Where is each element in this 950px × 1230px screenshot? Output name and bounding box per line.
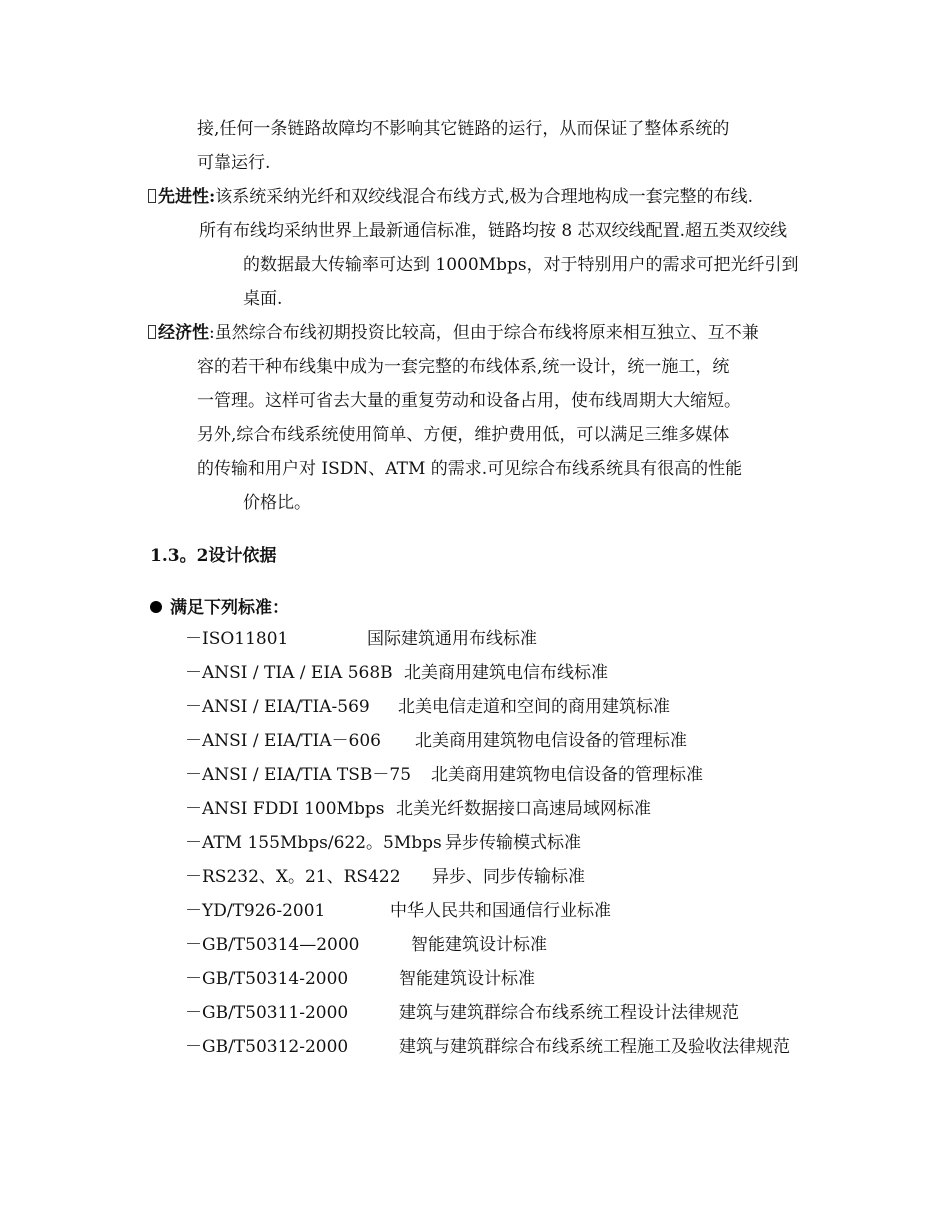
standard-code: －ANSI FDDI 100Mbps	[185, 799, 385, 819]
advanced-paragraph	[148, 186, 753, 208]
list-item	[185, 696, 670, 718]
paragraph-line: 的数据最大传输率可达到 1000Mbps，对于特别用户的需求可把光纤引到	[243, 255, 799, 275]
bullet-marker-icon	[148, 325, 156, 339]
paragraph-text: :虽然综合布线初期投资比较高，但由于综合布线将原来相互独立、互不兼	[209, 323, 759, 343]
standards-heading-text: 满足下列标准：	[170, 598, 289, 618]
economic-paragraph	[148, 322, 759, 344]
list-item	[185, 900, 611, 922]
list-item	[185, 1036, 790, 1058]
standard-code: －ATM 155Mbps/622。5Mbps	[185, 833, 442, 853]
standard-code: －GB/T50314-2000	[185, 969, 349, 989]
standard-code: －GB/T50311-2000	[185, 1003, 349, 1023]
list-item	[185, 730, 687, 752]
list-item	[185, 934, 547, 956]
standard-description: 北美光纤数据接口高速局域网标准	[396, 799, 651, 819]
list-item	[185, 832, 581, 854]
list-item	[185, 968, 535, 990]
bullet-dot-icon	[150, 601, 162, 613]
paragraph-line: 的传输和用户对 ISDN、ATM 的需求.可见综合布线系统具有很高的性能	[197, 459, 743, 479]
standard-code: －YD/T926-2001	[185, 901, 326, 921]
standard-description: 国际建筑通用布线标准	[367, 629, 537, 649]
economic-label: 经济性	[158, 323, 209, 343]
paragraph-line: 另外,综合布线系统使用简单、方便，维护费用低，可以满足三维多媒体	[197, 425, 730, 445]
paragraph-line: 接,任何一条链路故障均不影响其它链路的运行，从而保证了整体系统的	[197, 119, 730, 139]
paragraph-line: 容的若干种布线集中成为一套完整的布线体系,统一设计，统一施工，统	[197, 357, 730, 377]
paragraph-line: 一管理。这样可省去大量的重复劳动和设备占用，使布线周期大大缩短。	[197, 391, 741, 411]
standard-code: －GB/T50312-2000	[185, 1037, 349, 1057]
standard-code: －ANSI / EIA/TIA TSB－75	[185, 765, 412, 785]
standard-description: 北美商用建筑物电信设备的管理标准	[431, 765, 703, 785]
paragraph-line: 桌面.	[243, 289, 283, 309]
section-heading: 1.3。2设计依据	[150, 546, 277, 566]
paragraph-line: 价格比。	[243, 493, 311, 513]
list-item	[185, 764, 703, 786]
standard-description: 北美电信走道和空间的商用建筑标准	[398, 697, 670, 717]
list-item	[185, 628, 537, 650]
standard-description: 智能建筑设计标准	[411, 935, 547, 955]
standard-code: －ANSI / EIA/TIA－606	[185, 731, 381, 751]
standard-code: －GB/T50314—2000	[185, 935, 360, 955]
standard-description: 建筑与建筑群综合布线系统工程施工及验收法律规范	[399, 1037, 790, 1057]
standard-description: 建筑与建筑群综合布线系统工程设计法律规范	[399, 1003, 739, 1023]
standard-code: －ANSI / EIA/TIA-569	[185, 697, 370, 717]
standard-description: 北美商用建筑电信布线标准	[404, 663, 608, 683]
standard-description: 异步、同步传输标准	[432, 867, 585, 887]
standards-heading	[150, 597, 289, 619]
list-item	[185, 866, 585, 888]
paragraph-text: 该系统采纳光纤和双绞线混合布线方式,极为合理地构成一套完整的布线.	[215, 187, 754, 207]
advanced-label: 先进性:	[158, 187, 216, 207]
standard-description: 中华人民共和国通信行业标准	[390, 901, 611, 921]
paragraph-line: 所有布线均采纳世界上最新通信标准，链路均按 8 芯双绞线配置.超五类双绞线	[199, 221, 788, 241]
standard-description: 北美商用建筑物电信设备的管理标准	[415, 731, 687, 751]
list-item	[185, 662, 608, 684]
standard-description: 异步传输模式标准	[445, 833, 581, 853]
standard-code: －RS232、X。21、RS422	[185, 867, 401, 887]
paragraph-line: 可靠运行.	[197, 153, 271, 173]
list-item	[185, 798, 651, 820]
standard-description: 智能建筑设计标准	[399, 969, 535, 989]
standard-code: －ANSI / TIA / EIA 568B	[185, 663, 393, 683]
bullet-marker-icon	[148, 189, 156, 203]
standard-code: －ISO11801	[185, 629, 289, 649]
list-item	[185, 1002, 739, 1024]
